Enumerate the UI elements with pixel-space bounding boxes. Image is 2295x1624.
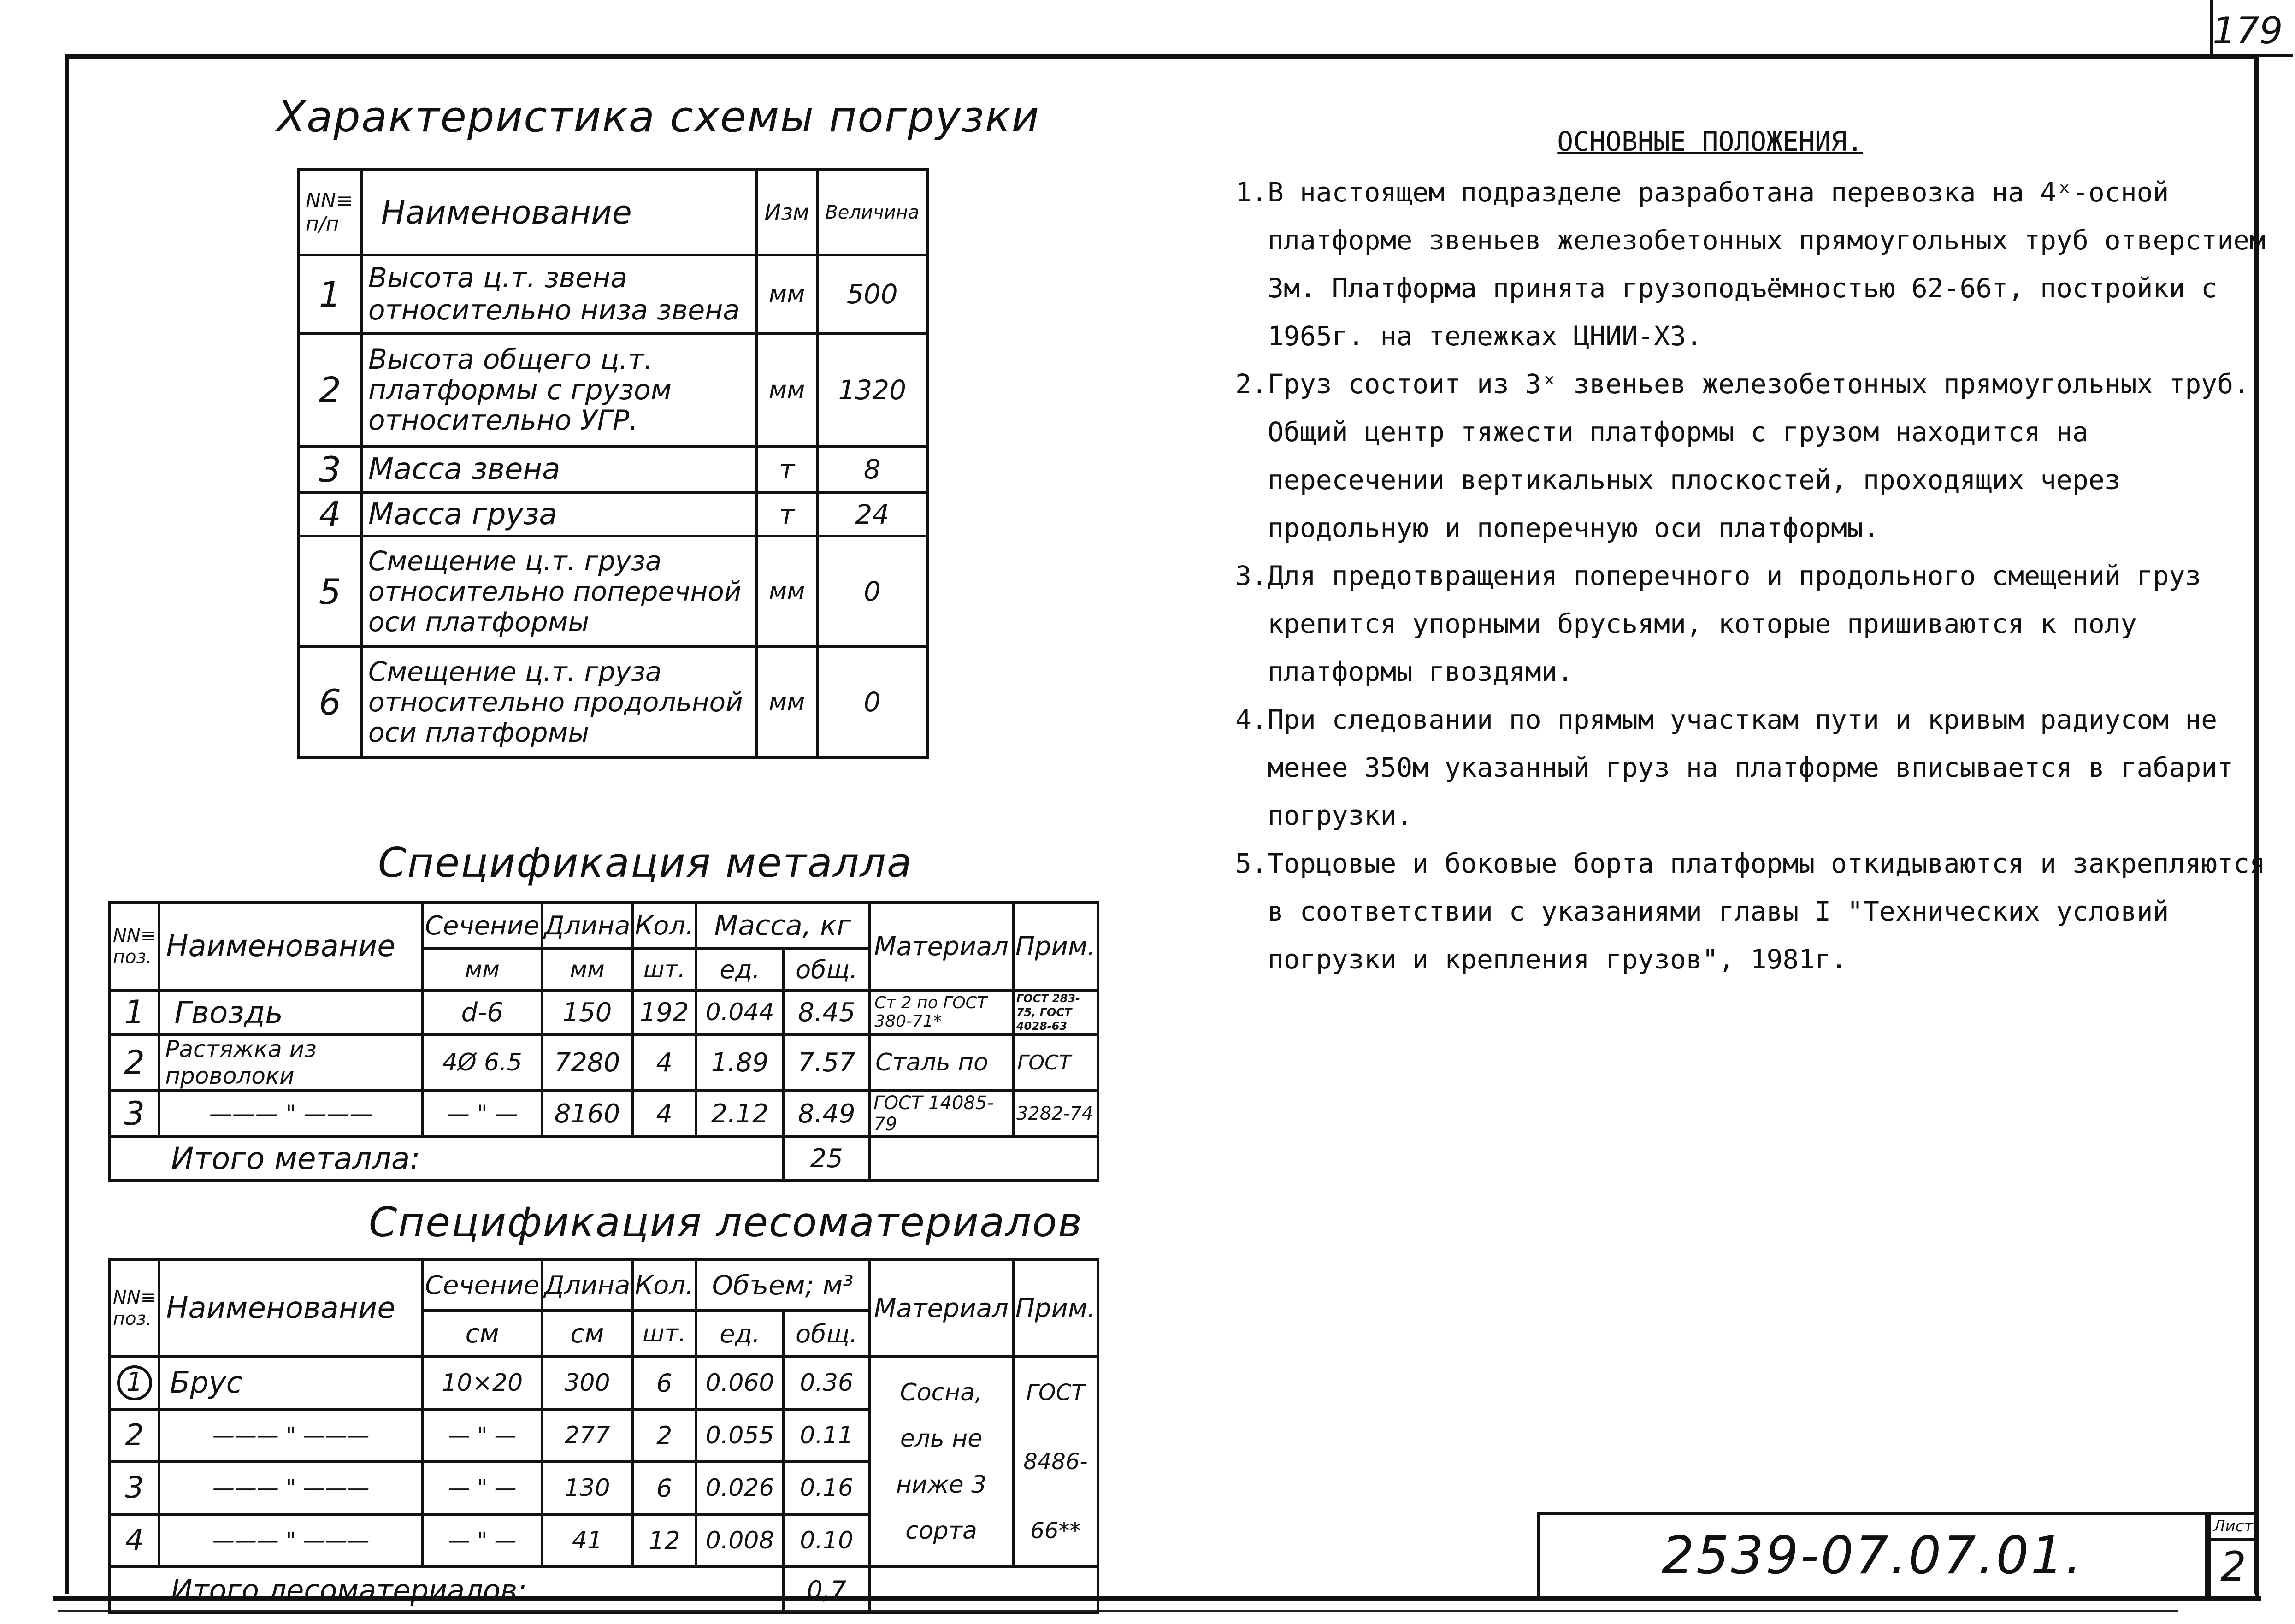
row-total-volume: 0.11 — [784, 1409, 869, 1462]
document-stamp — [1537, 1512, 2208, 1596]
row-section: — " — — [423, 1409, 542, 1462]
loading-scheme-table — [297, 168, 929, 759]
row-unit-volume: 0.060 — [696, 1357, 784, 1409]
row-pos: 4 — [110, 1514, 159, 1567]
header-length-unit: мм — [542, 949, 633, 990]
note-number: 5. — [1235, 848, 1268, 879]
header-qty-unit: шт. — [632, 949, 696, 990]
header-section-unit: см — [423, 1311, 542, 1357]
header-volume: Объем; м³ — [696, 1260, 869, 1311]
row-unit-volume: 0.026 — [696, 1462, 784, 1514]
header-pos: NN≡ поз. — [110, 1260, 159, 1357]
row-unit: мм — [757, 333, 817, 446]
row-name: Высота общего ц.т. платформы с грузом относительно УГР. — [361, 333, 757, 446]
header-num: NN≡ п/п — [299, 170, 361, 255]
row-num: 3 — [299, 446, 361, 492]
row-length: 41 — [542, 1514, 633, 1567]
row-unit-volume: 0.055 — [696, 1409, 784, 1462]
total-value: 0,7 — [784, 1567, 869, 1613]
position-circle: 1 — [117, 1365, 152, 1400]
row-name: Гвоздь — [159, 990, 423, 1034]
row-length: 8160 — [542, 1091, 633, 1137]
row-total-volume: 0.16 — [784, 1462, 869, 1514]
header-value: Величина — [817, 170, 928, 255]
row-qty: 2 — [632, 1409, 696, 1462]
row-name: ——— " ——— — [159, 1514, 423, 1567]
row-section: — " — — [423, 1462, 542, 1514]
header-name: Наименование — [361, 170, 757, 255]
note-number: 3. — [1235, 560, 1268, 591]
header-length: Длина — [542, 1260, 633, 1311]
total-empty — [869, 1137, 1098, 1181]
page-number: 179 — [2212, 9, 2283, 52]
note-item — [1235, 696, 2268, 839]
table-header-row — [299, 170, 927, 255]
row-value: 500 — [817, 255, 928, 333]
general-provisions — [1235, 118, 2268, 983]
row-material: Сталь по — [869, 1034, 1013, 1091]
row-unit-volume: 0.008 — [696, 1514, 784, 1567]
timber-material: Сосна, ель не ниже 3 сорта — [869, 1357, 1013, 1567]
row-qty: 12 — [632, 1514, 696, 1567]
row-unit: мм — [757, 647, 817, 757]
row-num: 5 — [299, 536, 361, 647]
row-material: Ст 2 по ГОСТ 380-71* — [869, 990, 1013, 1034]
row-value: 0 — [817, 536, 928, 647]
timber-note: ГОСТ 8486-66** — [1013, 1357, 1098, 1567]
row-qty: 4 — [632, 1091, 696, 1137]
note-text: В настоящем подразделе разработана перевозка на 4ˣ-осной платформе звеньев железобетонных прямоугольных труб отверстием 3м. Платформа принята грузоподъёмностью 62-66т, постройки с 1965г. на тележках ЦНИИ-Х3. — [1268, 177, 2266, 352]
note-number: 1. — [1235, 177, 1268, 208]
timber-spec-table — [108, 1258, 1099, 1614]
row-section: — " — — [423, 1514, 542, 1567]
header-note: Прим. — [1013, 903, 1098, 990]
row-name: ——— " ——— — [159, 1409, 423, 1462]
note-text: Торцовые и боковые борта платформы откидываются и закрепляются в соответствии с указаниями главы I "Технических условий погрузки и крепления грузов", 1981г. — [1268, 848, 2266, 975]
note-item — [1235, 552, 2268, 696]
row-num: 6 — [299, 647, 361, 757]
row-total-mass: 8.49 — [784, 1091, 869, 1137]
table-header-row — [110, 903, 1098, 949]
row-name: Масса груза — [361, 492, 757, 536]
row-total-volume: 0.36 — [784, 1357, 869, 1409]
note-text: Груз состоит из 3ˣ звеньев железобетонных прямоугольных труб. Общий центр тяжести платформы с грузом находится на пересечении вертикальных плоскостей, проходящих через продольную и поперечную оси платформы. — [1268, 368, 2250, 543]
row-note: 3282-74 — [1013, 1091, 1098, 1137]
row-unit: мм — [757, 255, 817, 333]
sheet-box — [2208, 1512, 2259, 1596]
total-label: Итого лесоматериалов: — [110, 1567, 784, 1613]
header-name: Наименование — [159, 903, 423, 990]
header-qty: Кол. — [632, 1260, 696, 1311]
table-header-row — [110, 1260, 1098, 1311]
metal-spec-title: Спецификация металла — [378, 839, 913, 886]
table-row — [110, 1091, 1098, 1137]
note-item — [1235, 360, 2268, 552]
header-mass-unit: ед. — [696, 949, 784, 990]
row-unit-mass: 1.89 — [696, 1034, 784, 1091]
sheet-number: 2 — [2220, 1543, 2246, 1590]
row-length: 130 — [542, 1462, 633, 1514]
note-item — [1235, 839, 2268, 983]
row-value: 1320 — [817, 333, 928, 446]
notes-heading: ОСНОВНЫЕ ПОЛОЖЕНИЯ. — [1557, 126, 1863, 157]
row-length: 7280 — [542, 1034, 633, 1091]
row-total-volume: 0.10 — [784, 1514, 869, 1567]
row-name: Высота ц.т. звена относительно низа звена — [361, 255, 757, 333]
row-unit-mass: 2.12 — [696, 1091, 784, 1137]
note-text: При следовании по прямым участкам пути и кривым радиусом не менее 350м указанный груз на платформе вписывается в габарит погрузки. — [1268, 704, 2234, 831]
row-material: ГОСТ 14085-79 — [869, 1091, 1013, 1137]
header-length-unit: см — [542, 1311, 633, 1357]
table-row — [110, 1357, 1098, 1409]
header-mass: Масса, кг — [696, 903, 869, 949]
row-value: 8 — [817, 446, 928, 492]
row-section: d-6 — [423, 990, 542, 1034]
header-qty-unit: шт. — [632, 1311, 696, 1357]
row-num: 4 — [299, 492, 361, 536]
note-item — [1235, 168, 2268, 360]
row-name: Растяжка из проволоки — [159, 1034, 423, 1091]
row-num: 1 — [299, 255, 361, 333]
row-name: ——— " ——— — [159, 1091, 423, 1137]
header-qty: Кол. — [632, 903, 696, 949]
row-name: Смещение ц.т. груза относительно поперечной оси платформы — [361, 536, 757, 647]
row-length: 277 — [542, 1409, 633, 1462]
header-material: Материал — [869, 1260, 1013, 1357]
row-qty: 6 — [632, 1357, 696, 1409]
row-unit: т — [757, 492, 817, 536]
table-row — [110, 1034, 1098, 1091]
row-qty: 192 — [632, 990, 696, 1034]
row-qty: 4 — [632, 1034, 696, 1091]
timber-spec-title: Спецификация лесоматериалов — [369, 1199, 1083, 1246]
row-value: 0 — [817, 647, 928, 757]
metal-spec-table — [108, 901, 1099, 1182]
row-length: 150 — [542, 990, 633, 1034]
row-qty: 6 — [632, 1462, 696, 1514]
page-number-underline — [2210, 54, 2293, 57]
row-pos-cell — [110, 1357, 159, 1409]
row-pos: 3 — [110, 1091, 159, 1137]
note-number: 2. — [1235, 368, 1268, 400]
row-name: ——— " ——— — [159, 1462, 423, 1514]
table-row — [299, 536, 927, 647]
row-pos: 2 — [110, 1034, 159, 1091]
header-section: Сечение — [423, 903, 542, 949]
total-value: 25 — [784, 1137, 869, 1181]
sheet-label: Лист — [2211, 1517, 2255, 1541]
row-pos: 3 — [110, 1462, 159, 1514]
header-note: Прим. — [1013, 1260, 1098, 1357]
table-row — [299, 255, 927, 333]
row-unit: мм — [757, 536, 817, 647]
row-name: Смещение ц.т. груза относительно продольной оси платформы — [361, 647, 757, 757]
total-label: Итого металла: — [110, 1137, 784, 1181]
header-material: Материал — [869, 903, 1013, 990]
header-section-unit: мм — [423, 949, 542, 990]
table-row — [299, 446, 927, 492]
table-row — [299, 333, 927, 446]
header-length: Длина — [542, 903, 633, 949]
row-total-mass: 7.57 — [784, 1034, 869, 1091]
row-pos: 2 — [110, 1409, 159, 1462]
row-value: 24 — [817, 492, 928, 536]
header-volume-total: общ. — [784, 1311, 869, 1357]
table-total-row — [110, 1137, 1098, 1181]
header-mass-total: общ. — [784, 949, 869, 990]
row-num: 2 — [299, 333, 361, 446]
table-row — [299, 492, 927, 536]
row-unit: т — [757, 446, 817, 492]
row-section: 4Ø 6.5 — [423, 1034, 542, 1091]
row-pos: 1 — [110, 990, 159, 1034]
header-unit: Изм — [757, 170, 817, 255]
document-code: 2539-07.07.01. — [1661, 1525, 2084, 1586]
header-name: Наименование — [159, 1260, 423, 1357]
row-length: 300 — [542, 1357, 633, 1409]
table-total-row — [110, 1567, 1098, 1613]
note-text: Для предотвращения поперечного и продольного смещений груз крепится упорными брусьями, которые пришиваются к полу платформы гвоздями. — [1268, 560, 2201, 687]
loading-scheme-title: Характеристика схемы погрузки — [277, 92, 1040, 142]
header-volume-unit: ед. — [696, 1311, 784, 1357]
note-number: 4. — [1235, 704, 1268, 735]
row-section: — " — — [423, 1091, 542, 1137]
row-unit-mass: 0.044 — [696, 990, 784, 1034]
row-total-mass: 8.45 — [784, 990, 869, 1034]
row-name: Масса звена — [361, 446, 757, 492]
table-row — [110, 990, 1098, 1034]
row-section: 10×20 — [423, 1357, 542, 1409]
row-note: ГОСТ — [1013, 1034, 1098, 1091]
row-note: ГОСТ 283-75, ГОСТ 4028-63 — [1013, 990, 1098, 1034]
header-pos: NN≡ поз. — [110, 903, 159, 990]
header-section: Сечение — [423, 1260, 542, 1311]
row-name: Брус — [159, 1357, 423, 1409]
total-empty — [869, 1567, 1098, 1613]
table-row — [299, 647, 927, 757]
